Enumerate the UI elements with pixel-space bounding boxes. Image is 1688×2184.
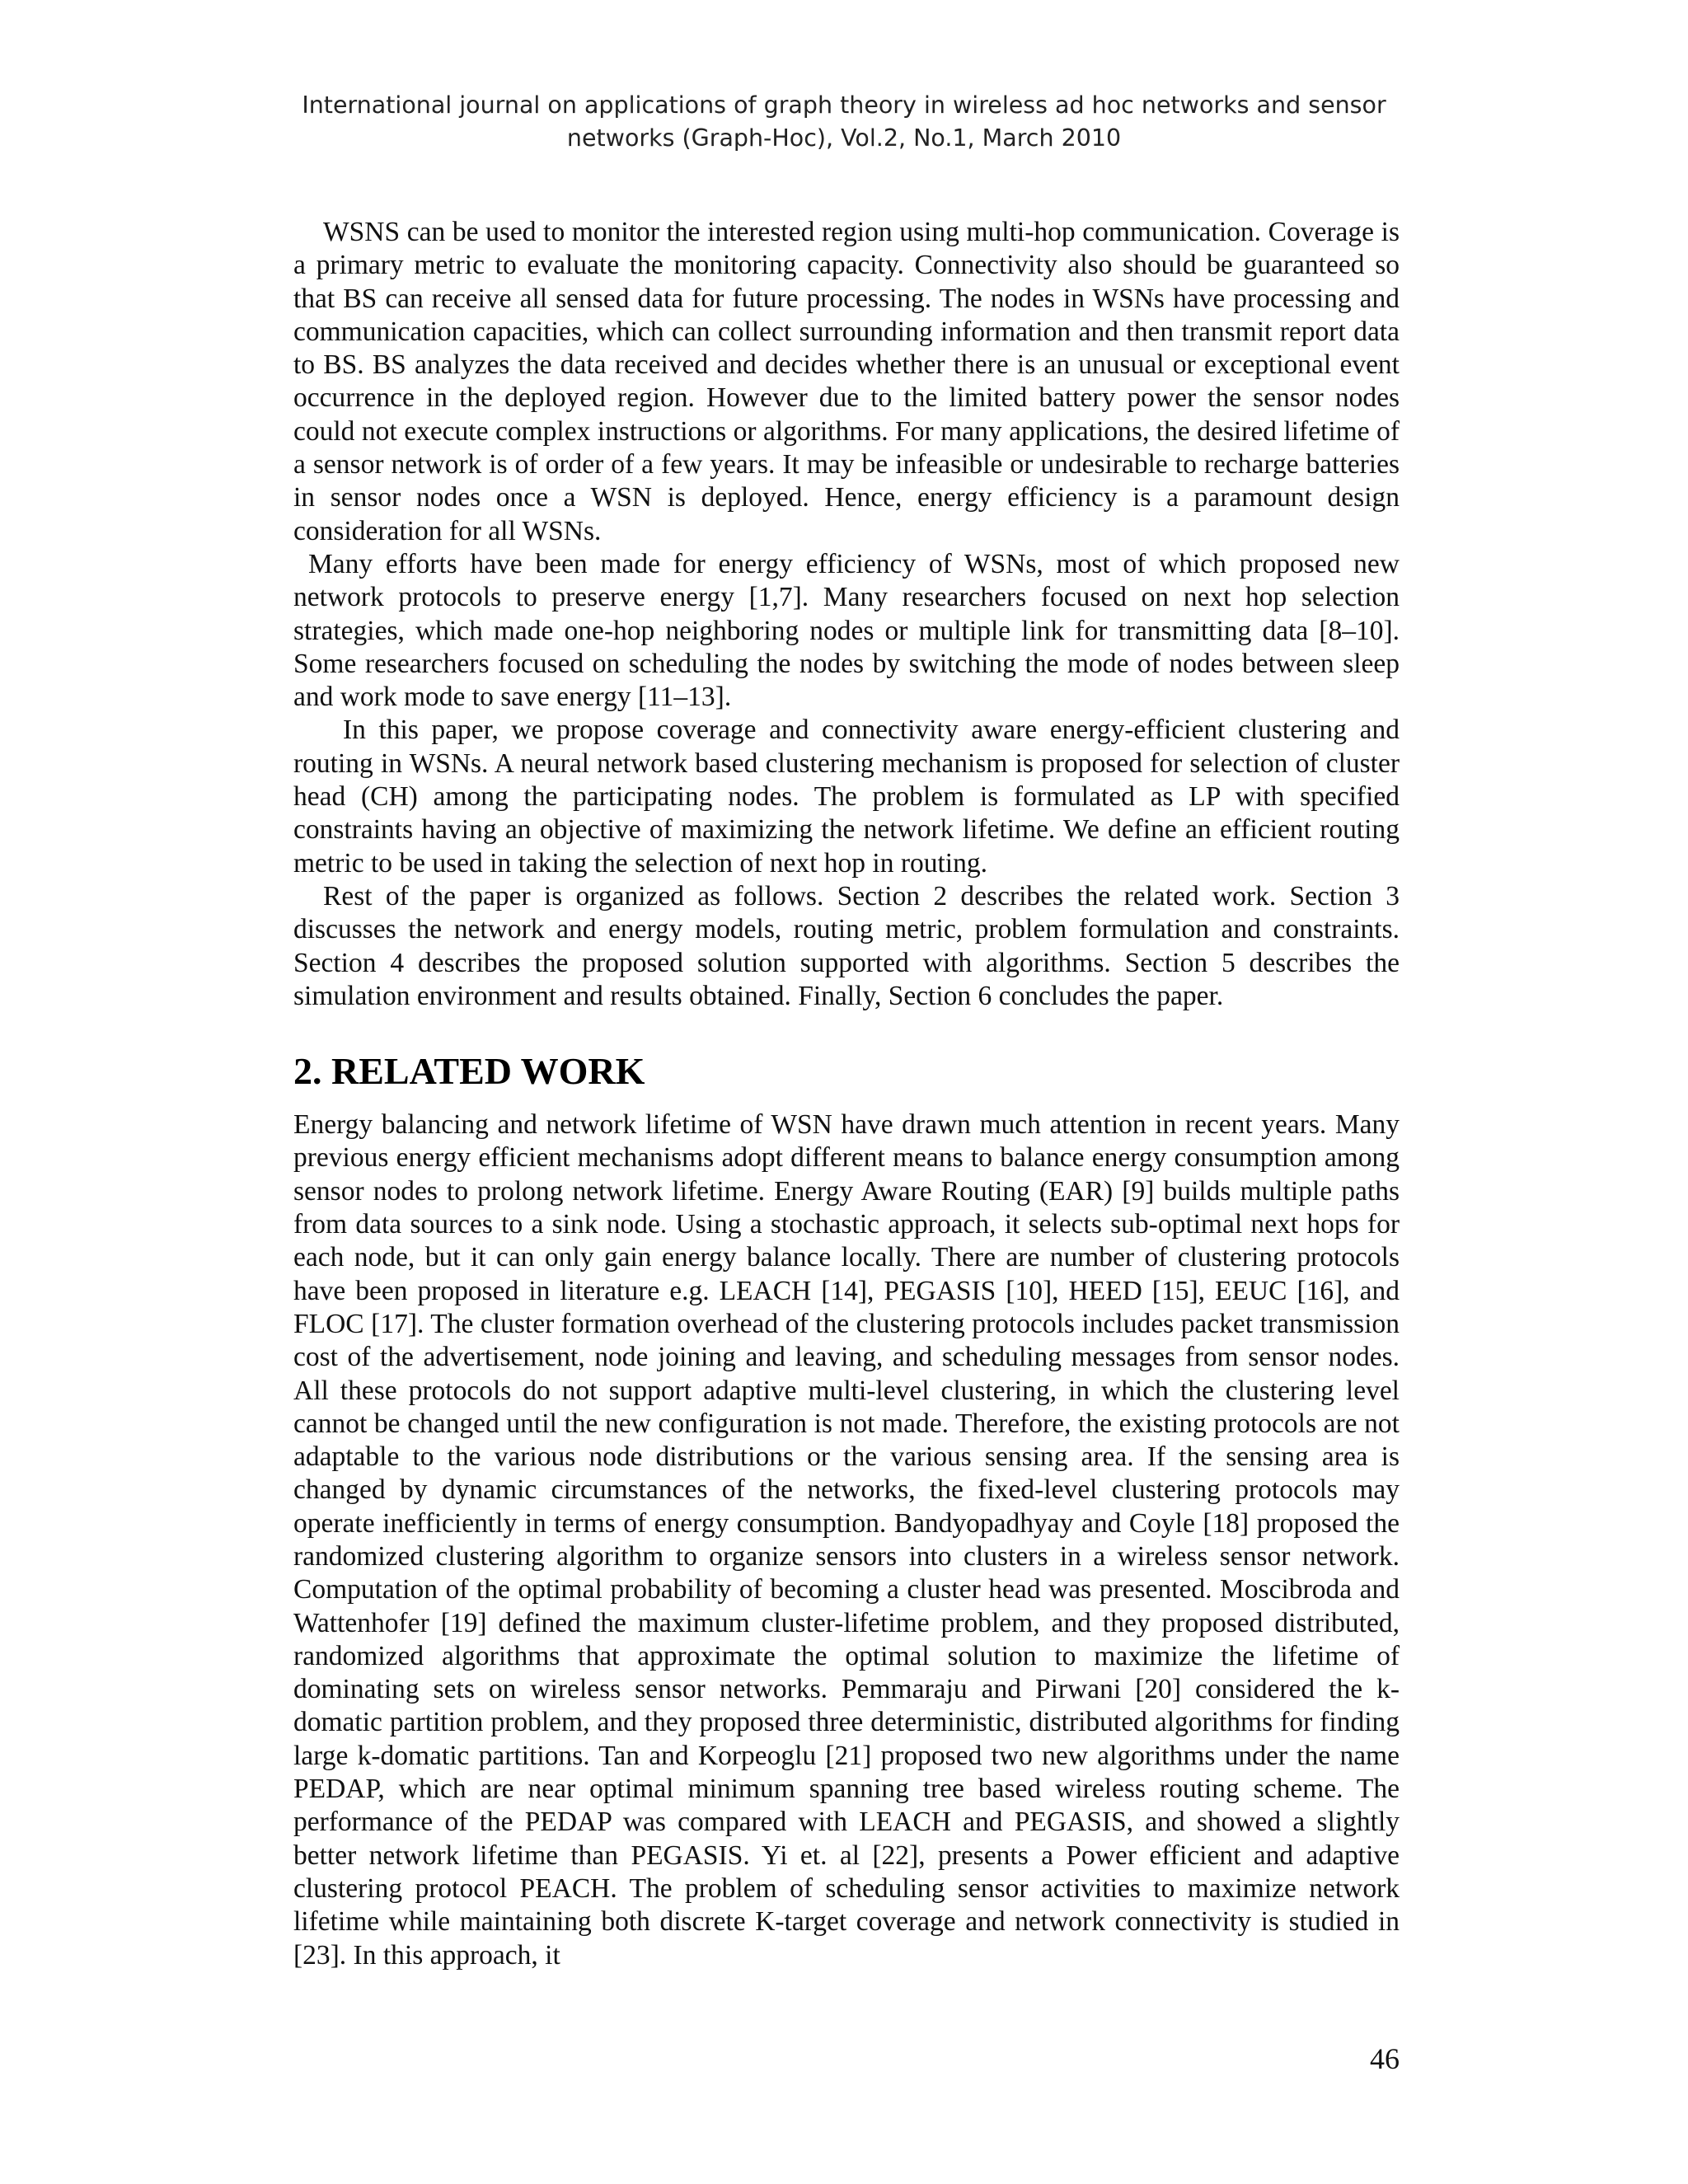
header-line-2: networks (Graph-Hoc), Vol.2, No.1, March 2010 bbox=[566, 124, 1122, 152]
paragraph-organization: Rest of the paper is organized as follows. Section 2 describes the related work. Section 3 discusses the network and energy models, routing metric, problem formulation and constraints. Section 4 describes the proposed solution supported with algorithms. Section 5 describes the simulation environment and results obtained. Finally, Section 6 concludes the paper. bbox=[293, 880, 1400, 1011]
paragraph-related-work: Energy balancing and network lifetime of WSN have drawn much attention in recent years. Many previous energy efficient mechanisms adopt different means to balance energy consumption among sensor nodes to prolong network lifetime. Energy Aware Routing (EAR) [9] builds multiple paths from data sources to a sink node. Using a stochastic approach, it selects sub-optimal next hops for each node, but it can only gain energy balance locally. There are number of clustering protocols have been proposed in literature e.g. LEACH [14], PEGASIS [10], HEED [15], EEUC [16], and FLOC [17]. The cluster formation overhead of the clustering protocols includes packet transmission cost of the advertisement, node joining and leaving, and scheduling messages from sensor nodes. All these protocols do not support adaptive multi-level clustering, in which the clustering level cannot be changed until the new configuration is not made. Therefore, the existing protocols are not adaptable to the various node distributions or the various sensing area. If the sensing area is changed by dynamic circumstances of the networks, the fixed-level clustering protocols may operate inefficiently in terms of energy consumption. Bandyopadhyay and Coyle [18] proposed the randomized clustering algorithm to organize sensors into clusters in a wireless sensor network. Computation of the optimal probability of becoming a cluster head was presented. Moscibroda and Wattenhofer [19] defined the maximum cluster-lifetime problem, and they proposed distributed, randomized algorithms that approximate the optimal solution to maximize the lifetime of dominating sets on wireless sensor networks. Pemmaraju and Pirwani [20] considered the k-domatic partition problem, and they proposed three deterministic, distributed algorithms for finding large k-domatic partitions. Tan and Korpeoglu [21] proposed two new algorithms under the name PEDAP, which are near optimal minimum spanning tree based wireless routing scheme. The performance of the PEDAP was compared with LEACH and PEGASIS, and showed a slightly better network lifetime than PEGASIS. Yi et. al [22], presents a Power efficient and adaptive clustering protocol PEACH. The problem of scheduling sensor activities to maximize network lifetime while maintaining both discrete K-target coverage and network connectivity is studied in [23]. In this approach, it bbox=[293, 1109, 1400, 1971]
paragraph-proposal: In this paper, we propose coverage and connectivity aware energy-efficient clustering and routing in WSNs. A neural network based clustering mechanism is proposed for selection of cluster head (CH) among the participating nodes. The problem is formulated as LP with specified constraints having an objective of maximizing the network lifetime. We define an efficient routing metric to be used in taking the selection of next hop in routing. bbox=[293, 715, 1400, 879]
page-number: 46 bbox=[1370, 2042, 1400, 2075]
header-line-1: International journal on applications of graph theory in wireless ad hoc networks and sensor bbox=[302, 91, 1386, 119]
body-text bbox=[293, 216, 1400, 1972]
paragraph-energy-efforts: Many efforts have been made for energy efficiency of WSNs, most of which proposed new network protocols to preserve energy [1,7]. Many researchers focused on next hop selection strategies, which made one-hop neighboring nodes or multiple link for transmitting data [8–10]. Some researchers focused on scheduling the nodes by switching the mode of nodes between sleep and work mode to save energy [11–13]. bbox=[293, 548, 1400, 713]
section-heading-related-work: 2. RELATED WORK bbox=[293, 1050, 645, 1093]
running-header bbox=[280, 89, 1408, 155]
paragraph-wsn-monitoring: WSNS can be used to monitor the interested region using multi-hop communication. Coverage is a primary metric to evaluate the monitoring capacity. Connectivity also should be guaranteed so that BS can receive all sensed data for future processing. The nodes in WSNs have processing and communication capacities, which can collect surrounding information and then transmit report data to BS. BS analyzes the data received and decides whether there is an unusual or exceptional event occurrence in the deployed region. However due to the limited battery power the sensor nodes could not execute complex instructions or algorithms. For many applications, the desired lifetime of a sensor network is of order of a few years. It may be infeasible or undesirable to recharge batteries in sensor nodes once a WSN is deployed. Hence, energy efficiency is a paramount design consideration for all WSNs. bbox=[293, 217, 1400, 546]
